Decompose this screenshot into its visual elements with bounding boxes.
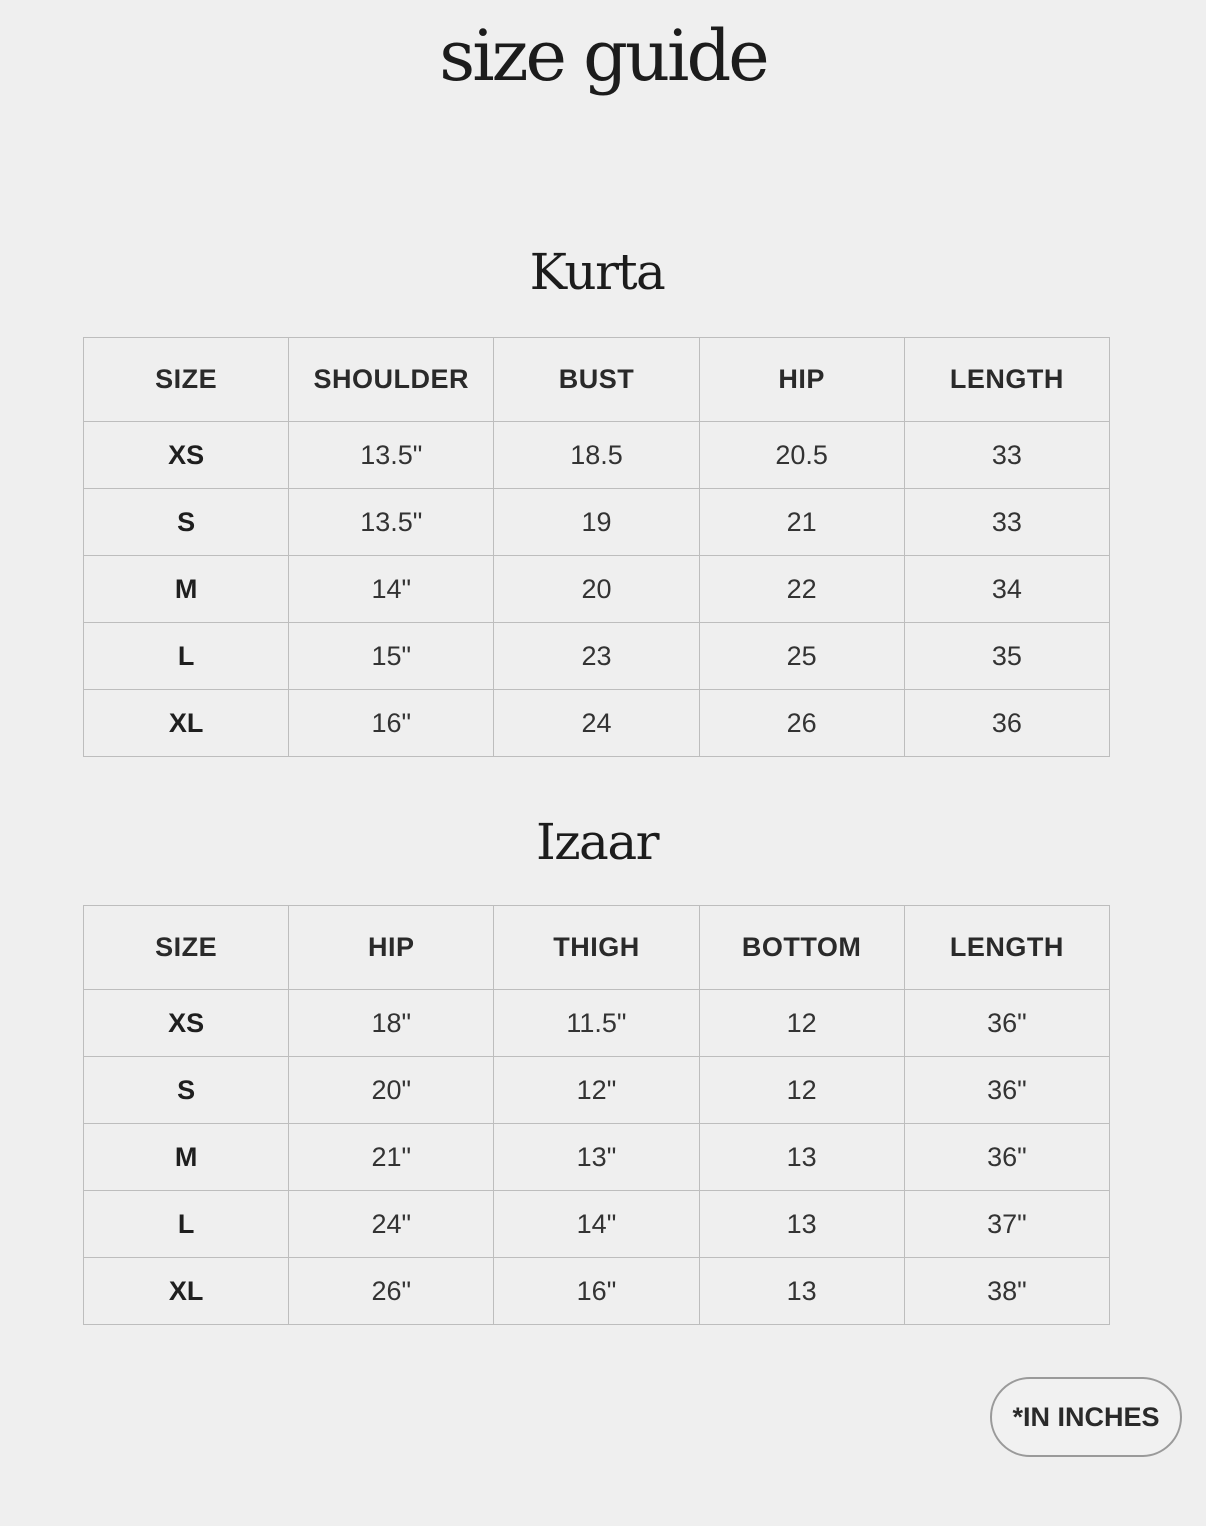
size-cell: M: [84, 556, 289, 623]
thigh-cell: 14": [494, 1191, 699, 1258]
column-header-size: SIZE: [84, 906, 289, 990]
size-cell: XL: [84, 690, 289, 757]
shoulder-cell: 14": [289, 556, 494, 623]
column-header-length: LENGTH: [904, 338, 1109, 422]
size-cell: XL: [84, 1258, 289, 1325]
bust-cell: 24: [494, 690, 699, 757]
table-row: [84, 1057, 1110, 1124]
hip-cell: 20.5: [699, 422, 904, 489]
hip-cell: 26": [289, 1258, 494, 1325]
column-header-bust: BUST: [494, 338, 699, 422]
length-cell: 36": [904, 1057, 1109, 1124]
bust-cell: 19: [494, 489, 699, 556]
length-cell: 38": [904, 1258, 1109, 1325]
hip-cell: 20": [289, 1057, 494, 1124]
size-cell: XS: [84, 422, 289, 489]
bottom-cell: 13: [699, 1191, 904, 1258]
thigh-cell: 11.5": [494, 990, 699, 1057]
column-header-shoulder: SHOULDER: [289, 338, 494, 422]
length-cell: 36: [904, 690, 1109, 757]
hip-cell: 21": [289, 1124, 494, 1191]
table-row: [84, 990, 1110, 1057]
kurta-size-table: [83, 337, 1110, 757]
table-header-row: [84, 338, 1110, 422]
length-cell: 37": [904, 1191, 1109, 1258]
table-row: [84, 489, 1110, 556]
thigh-cell: 16": [494, 1258, 699, 1325]
size-cell: L: [84, 1191, 289, 1258]
thigh-cell: 13": [494, 1124, 699, 1191]
bust-cell: 20: [494, 556, 699, 623]
table-row: [84, 556, 1110, 623]
column-header-bottom: BOTTOM: [699, 906, 904, 990]
bust-cell: 18.5: [494, 422, 699, 489]
table-row: [84, 1124, 1110, 1191]
unit-note-badge: *IN INCHES: [990, 1377, 1182, 1457]
bottom-cell: 13: [699, 1124, 904, 1191]
table-header-row: [84, 906, 1110, 990]
bottom-cell: 12: [699, 1057, 904, 1124]
column-header-hip: HIP: [289, 906, 494, 990]
size-cell: S: [84, 489, 289, 556]
column-header-length: LENGTH: [904, 906, 1109, 990]
hip-cell: 26: [699, 690, 904, 757]
column-header-hip: HIP: [699, 338, 904, 422]
hip-cell: 25: [699, 623, 904, 690]
table-row: [84, 1191, 1110, 1258]
hip-cell: 21: [699, 489, 904, 556]
column-header-thigh: THIGH: [494, 906, 699, 990]
table-row: [84, 1258, 1110, 1325]
bust-cell: 23: [494, 623, 699, 690]
hip-cell: 18": [289, 990, 494, 1057]
bottom-cell: 12: [699, 990, 904, 1057]
shoulder-cell: 15": [289, 623, 494, 690]
thigh-cell: 12": [494, 1057, 699, 1124]
length-cell: 33: [904, 422, 1109, 489]
shoulder-cell: 16": [289, 690, 494, 757]
table-row: [84, 422, 1110, 489]
size-cell: L: [84, 623, 289, 690]
table-row: [84, 690, 1110, 757]
length-cell: 35: [904, 623, 1109, 690]
bottom-cell: 13: [699, 1258, 904, 1325]
kurta-section-title: Kurta: [529, 243, 665, 301]
hip-cell: 24": [289, 1191, 494, 1258]
hip-cell: 22: [699, 556, 904, 623]
length-cell: 34: [904, 556, 1109, 623]
page-title: size guide: [439, 15, 767, 97]
izaar-section-title: Izaar: [535, 813, 659, 871]
size-cell: XS: [84, 990, 289, 1057]
length-cell: 33: [904, 489, 1109, 556]
length-cell: 36": [904, 1124, 1109, 1191]
size-cell: S: [84, 1057, 289, 1124]
table-row: [84, 623, 1110, 690]
column-header-size: SIZE: [84, 338, 289, 422]
shoulder-cell: 13.5": [289, 489, 494, 556]
size-cell: M: [84, 1124, 289, 1191]
shoulder-cell: 13.5": [289, 422, 494, 489]
length-cell: 36": [904, 990, 1109, 1057]
izaar-size-table: [83, 905, 1110, 1325]
